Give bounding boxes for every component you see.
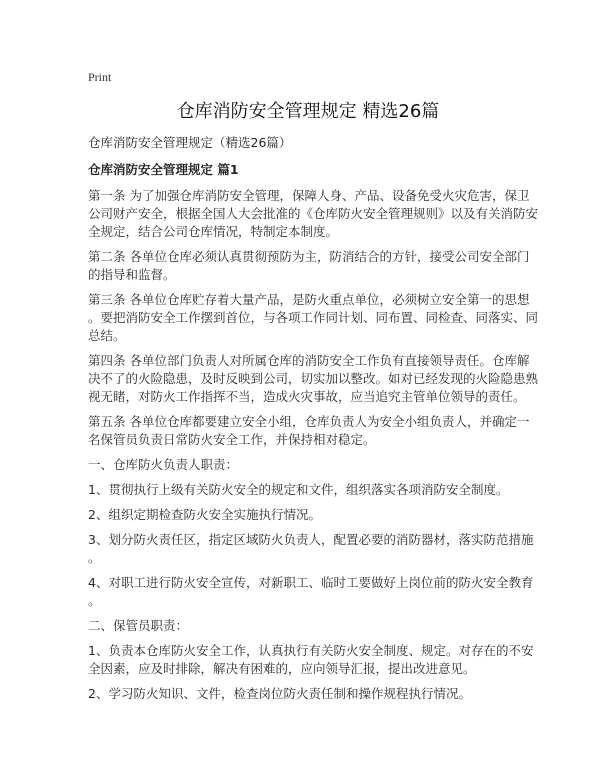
- print-link[interactable]: Print: [88, 70, 112, 84]
- paragraph: [88, 642, 534, 678]
- paragraph: [88, 685, 528, 703]
- paragraph-line: 第五条 各单位仓库都要建立安全小组，仓库负责人为安全小组负责人，并确定一: [88, 414, 530, 429]
- paragraph: [88, 574, 534, 610]
- paragraph-line: 名保管员负责日常防火安全工作，并保持相对稳定。: [88, 432, 376, 447]
- paragraph-line: 。: [88, 593, 101, 608]
- paragraph-line: 全规定，结合公司仓库情况，特制定本制度。: [88, 224, 339, 239]
- paragraph: [88, 531, 534, 567]
- paragraph-line: 1、负责本仓库防火安全工作，认真执行有关防火安全制度、规定。对存在的不安: [88, 643, 534, 658]
- page-title: 仓库消防安全管理规定 精选26篇: [176, 101, 440, 122]
- paragraph: [88, 352, 539, 406]
- paragraph-line: 3、划分防火责任区，指定区域防火负责人，配置必要的消防器材，落实防范措施: [88, 532, 534, 547]
- paragraph: [88, 456, 528, 474]
- paragraph-line: 2、组织定期检查防火安全实施执行情况。: [88, 507, 321, 522]
- document-subtitle: 仓库消防安全管理规定（精选26篇）: [88, 135, 292, 150]
- paragraph-line: 第一条 为了加强仓库消防安全管理，保障人身、产品、设备免受火灾危害，保卫: [88, 188, 530, 203]
- paragraph-line: 。要把消防安全工作摆到首位，与各项工作同计划、同布置、同检查、同落实、同: [88, 310, 539, 325]
- paragraph-line: 一、仓库防火负责人职责：: [88, 457, 239, 472]
- paragraph-line: 二、保管员职责：: [88, 618, 189, 633]
- paragraph-line: 视无睹，对防火工作指挥不当，造成火灾事故，应当追究主管单位领导的责任。: [88, 389, 526, 404]
- paragraph: [88, 291, 539, 345]
- paragraph-line: 的指导和监督。: [88, 267, 176, 282]
- paragraph-line: 公司财产安全，根据全国人大会批准的《仓库防火安全管理规则》以及有关消防安: [88, 206, 539, 221]
- paragraph-line: 全因素，应及时排除，解决有困难的，应向领导汇报，提出改进意见。: [88, 661, 476, 676]
- paragraph: [88, 248, 528, 284]
- paragraph-line: 决不了的火险隐患，及时反映到公司，切实加以整改。如对已经发现的火险隐患熟: [88, 371, 539, 386]
- paragraph: [88, 413, 528, 449]
- document-body: [88, 187, 539, 703]
- paragraph-line: 2、学习防火知识、文件，检查岗位防火责任制和操作规程执行情况。: [88, 686, 471, 701]
- paragraph: [88, 506, 528, 524]
- paragraph-line: 1、贯彻执行上级有关防火安全的规定和文件，组织落实各项消防安全制度。: [88, 482, 509, 497]
- document-page: [88, 70, 539, 710]
- paragraph: [88, 187, 539, 241]
- paragraph-line: 第二条 各单位仓库必须认真贯彻预防为主，防消结合的方针，接受公司安全部门: [88, 249, 530, 264]
- paragraph-line: 总结。: [88, 328, 126, 343]
- paragraph: [88, 617, 528, 635]
- paragraph-line: 第三条 各单位仓库贮存着大量产品，是防火重点单位，必须树立安全第一的思想: [88, 292, 530, 307]
- paragraph-line: 。: [88, 550, 101, 565]
- paragraph: [88, 481, 528, 499]
- section-heading: 仓库消防安全管理规定 篇1: [88, 162, 239, 177]
- paragraph-line: 4、对职工进行防火安全宣传，对新职工、临时工要做好上岗位前的防火安全教育: [88, 575, 534, 590]
- paragraph-line: 第四条 各单位部门负责人对所属仓库的消防安全工作负有直接领导责任。仓库解: [88, 353, 530, 368]
